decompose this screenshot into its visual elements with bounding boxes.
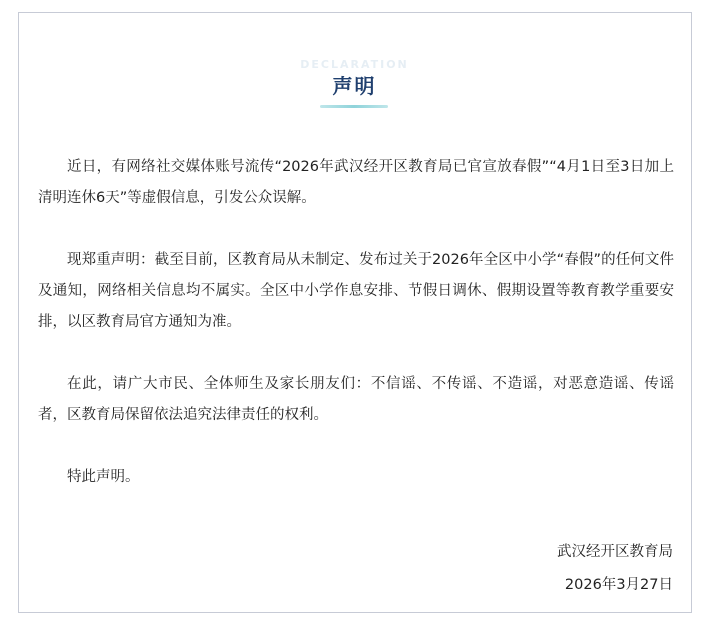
paragraph-rumor: 近日，有网络社交媒体账号流传“2026年武汉经开区教育局已官宣放春假”“4月1日至3日加上清明连休6天”等虚假信息，引发公众误解。 <box>38 159 674 206</box>
paragraph-statement: 现郑重声明：截至目前，区教育局从未制定、发布过关于2026年全区中小学“春假”的任何文件及通知，网络相关信息均不属实。全区中小学作息安排、节假日调休、假期设置等教育教学重要安排，以区教育局官方通知为准。 <box>38 252 674 330</box>
title-block <box>0 58 709 114</box>
paragraph-appeal: 在此，请广大市民、全体师生及家长朋友们：不信谣、不传谣、不造谣，对恶意造谣、传谣者，区教育局保留依法追究法律责任的权利。 <box>38 376 674 423</box>
page-title: 声明 <box>332 74 377 98</box>
signature-date: 2026年3月27日 <box>564 577 673 593</box>
title-watermark: DECLARATION <box>300 58 409 71</box>
signature-organization: 武汉经开区教育局 <box>557 544 673 560</box>
notice-body <box>38 152 674 493</box>
title-underline <box>320 105 388 108</box>
paragraph-closing: 特此声明。 <box>67 469 140 485</box>
